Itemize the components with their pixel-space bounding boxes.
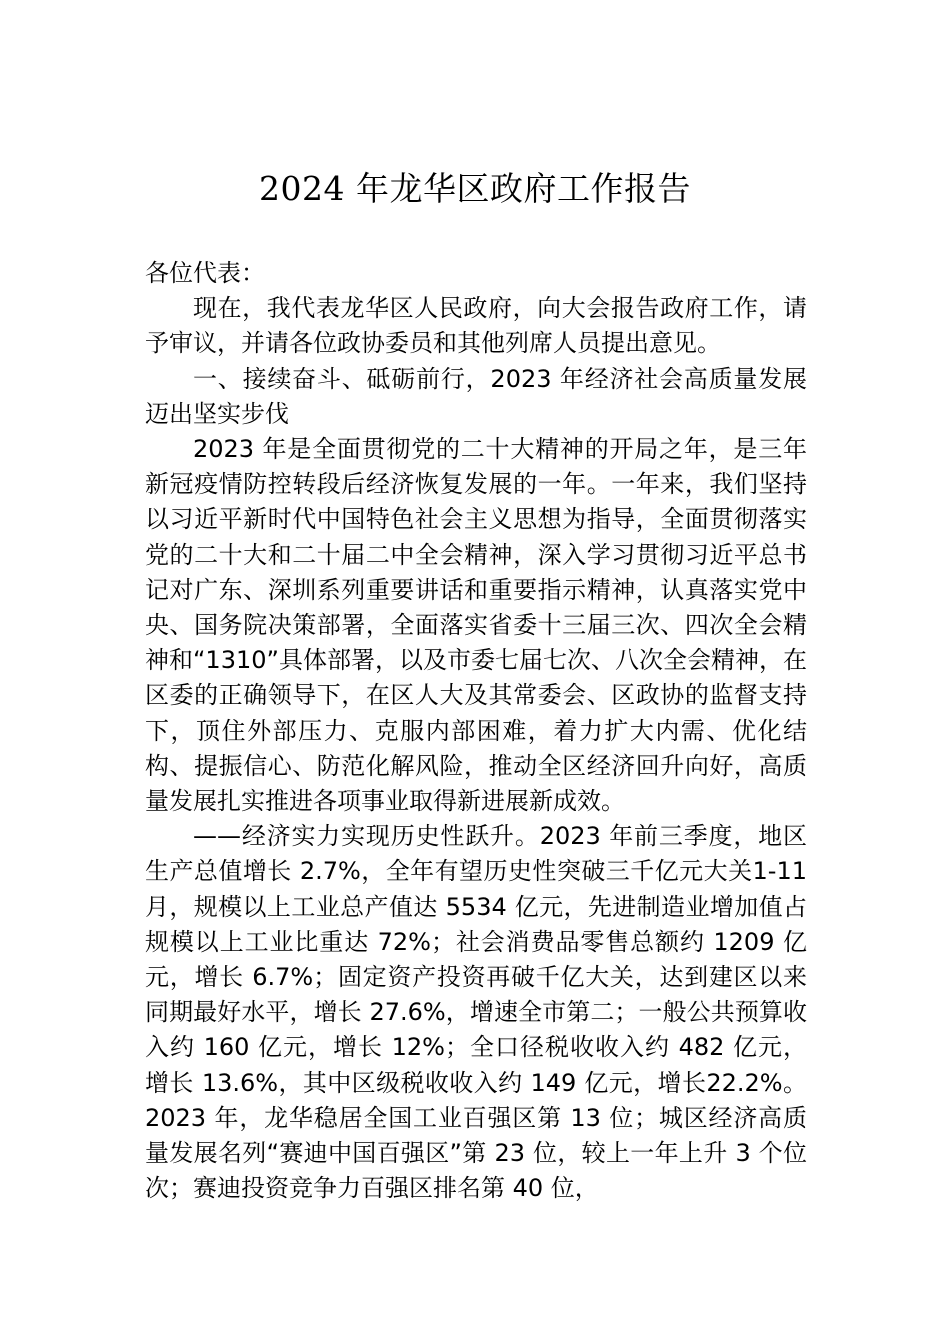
salutation: 各位代表： [145,259,265,287]
section-heading: 一、接续奋斗、砥砺前行，2023 年经济社会高质量发展迈出坚实步伐 [145,364,807,428]
opening-paragraph: 现在，我代表龙华区人民政府，向大会报告政府工作，请予审议，并请各位政协委员和其他列席人员提出意见。 [145,294,807,358]
body-paragraph: 2023 年是全面贯彻党的二十大精神的开局之年，是三年新冠疫情防控转段后经济恢复发展的一年。一年来，我们坚持以习近平新时代中国特色社会主义思想为指导，全面贯彻落实党的二十大和二十届二中全会精神，深入学习贯彻习近平总书记对广东、深圳系列重要讲话和重要指示精神，认真落实党中央、国务院决策部署，全面落实省委十三届三次、四次全会精神和“1310”具体部署，以及市委七届七次、八次全会精神，在区委的正确领导下，在区人大及其常委会、区政协的监督支持下，顶住外部压力、克服内部困难，着力扩大内需、优化结构、提振信心、防范化解风险，推动全区经济回升向好，高质量发展扎实推进各项事业取得新进展新成效。 [145,435,807,816]
document-title: 2024 年龙华区政府工作报告 [259,169,691,208]
document-body [145,256,807,1206]
body-paragraph: ——经济实力实现历史性跃升。2023 年前三季度，地区生产总值增长 2.7%，全年有望历史性突破三千亿元大关1-11 月，规模以上工业总产值达 5534 亿元，先进制造业增加值占规模以上工业比重达 72%；社会消费品零售总额约 1209 亿元，增长 6.7%；固定资产投资再破千亿大关，达到建区以来同期最好水平，增长 27.6%，增速全市第二；一般公共预算收入约 160 亿元，增长 12%；全口径税收收入约 482 亿元，增长 13.6%，其中区级税收收入约 149 亿元，增长22.2%。2023 年，龙华稳居全国工业百强区第 13 位；城区经济高质量发展名列“赛迪中国百强区”第 23 位，较上一年上升 3 个位次；赛迪投资竞争力百强区排名第 40 位， [145,822,807,1203]
